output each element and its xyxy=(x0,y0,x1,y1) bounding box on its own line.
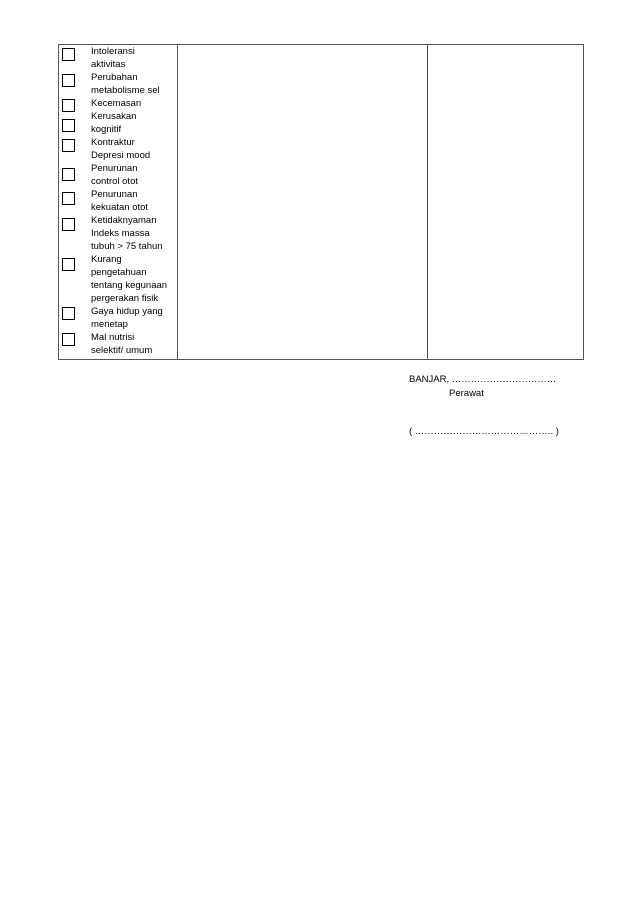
checkbox-10[interactable] xyxy=(62,307,75,320)
diagnosis-label-penurunan-kekuatan-otot: Penurunan kekuatan otot xyxy=(91,189,149,213)
checkbox-2[interactable] xyxy=(62,74,75,87)
column-divider xyxy=(177,45,178,359)
signature-place-date: BANJAR, …………………………… xyxy=(409,374,557,385)
diagnosis-label-kontraktur: Kontraktur xyxy=(91,137,135,148)
checkbox-8[interactable] xyxy=(62,218,75,231)
checkbox-4[interactable] xyxy=(62,119,75,132)
column-divider xyxy=(427,45,428,359)
checkbox-7[interactable] xyxy=(62,192,75,205)
checkbox-3[interactable] xyxy=(62,99,75,112)
checkbox-1[interactable] xyxy=(62,48,75,61)
diagnosis-label-kurang-pengetahuan: Kurang pengetahuan tentang kegunaan pergerakan fisik xyxy=(91,254,168,304)
checkbox-5[interactable] xyxy=(62,139,75,152)
diagnosis-label-kerusakan-kognitif: Kerusakan kognitif xyxy=(91,111,137,135)
diagnosis-label-kecemasan: Kecemasan xyxy=(91,98,142,109)
checkbox-11[interactable] xyxy=(62,333,75,346)
diagnosis-label-mal-nutrisi: Mal nutrisi selektif/ umum xyxy=(91,332,153,356)
diagnosis-label-intoleransi: Intoleransi aktivitas xyxy=(91,46,135,70)
diagnosis-label-gaya-hidup: Gaya hidup yang menetap xyxy=(91,306,163,330)
checkbox-9[interactable] xyxy=(62,258,75,271)
diagnosis-label-depresi-mood: Depresi mood xyxy=(91,150,151,161)
diagnosis-label-perubahan-metabolisme: Perubahan metabolisme sel xyxy=(91,72,160,96)
diagnosis-label-indeks-massa: Indeks massa tubuh > 75 tahun xyxy=(91,228,163,252)
checkbox-6[interactable] xyxy=(62,168,75,181)
signature-name-line: ( …………………………………….. ) xyxy=(409,426,559,437)
diagnosis-label-ketidaknyaman: Ketidaknyaman xyxy=(91,215,157,226)
signature-role: Perawat xyxy=(449,388,484,399)
diagnosis-label-penurunan-control-otot: Penurunan control otot xyxy=(91,163,138,187)
